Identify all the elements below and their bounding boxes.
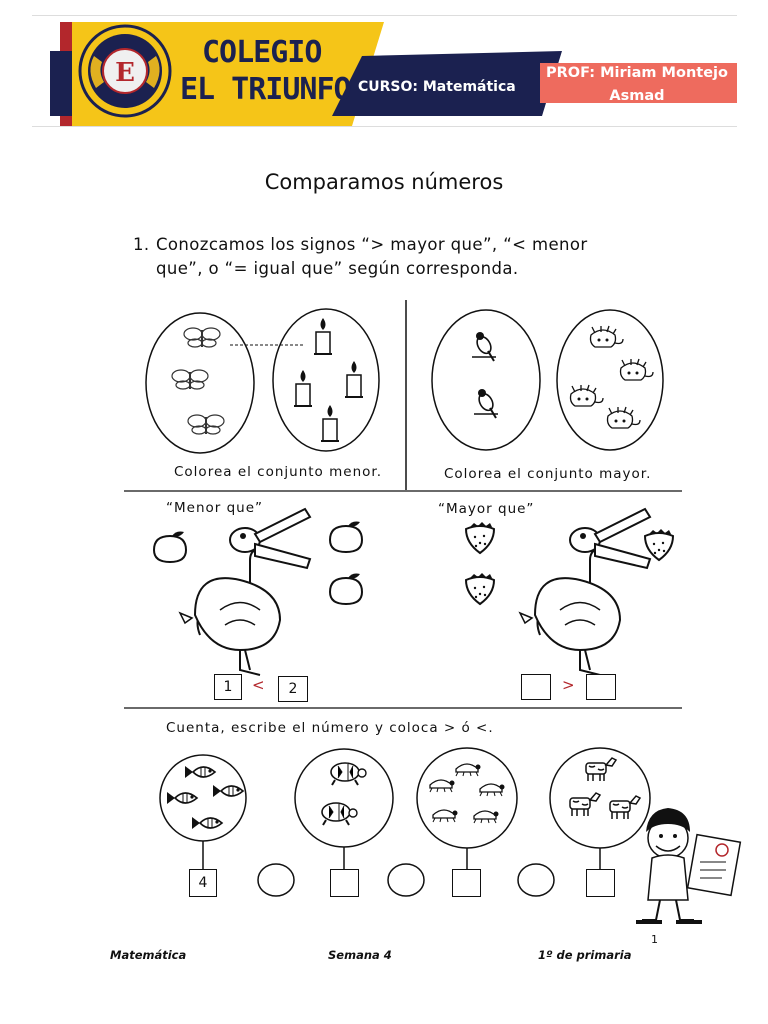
butterfly-set bbox=[146, 313, 254, 453]
count-box-goats[interactable] bbox=[586, 869, 615, 897]
svg-text:E: E bbox=[115, 58, 135, 88]
footer-grade: 1º de primaria bbox=[538, 948, 632, 962]
answer-box-right-1[interactable] bbox=[521, 674, 551, 700]
label-less-than: “Menor que” bbox=[166, 500, 264, 516]
bird-set bbox=[432, 310, 540, 450]
answer-box-left-1[interactable]: 1 bbox=[214, 674, 242, 700]
page-number: 1 bbox=[651, 933, 658, 946]
footer-subject: Matemática bbox=[110, 948, 187, 962]
count-box-insects[interactable] bbox=[452, 869, 481, 897]
less-than-sign: < bbox=[252, 676, 265, 694]
instruction-line1: Conozcamos los signos “> mayor que”, “< menor bbox=[156, 235, 588, 254]
boy-with-paper-icon bbox=[636, 808, 740, 922]
count-box-fish[interactable]: 4 bbox=[189, 869, 217, 897]
answer-box-right-2[interactable] bbox=[586, 674, 616, 700]
caption-color-larger-set: Colorea el conjunto mayor. bbox=[444, 466, 652, 482]
school-name-line2: EL TRIUNFO bbox=[180, 72, 351, 107]
caption-count-and-compare: Cuenta, escribe el número y coloca > ó <. bbox=[166, 720, 494, 736]
page-title: Comparamos números bbox=[264, 170, 504, 194]
teacher-name-line1: PROF: Miriam Montejo bbox=[546, 65, 728, 81]
school-name-line1: COLEGIO bbox=[202, 35, 322, 70]
course-label: CURSO: Matemática bbox=[358, 79, 516, 95]
count-box-turtles[interactable] bbox=[330, 869, 359, 897]
greater-than-sign: > bbox=[562, 676, 575, 694]
insect-set bbox=[417, 748, 517, 848]
caption-color-smaller-set: Colorea el conjunto menor. bbox=[174, 464, 382, 480]
teacher-name-line2: Asmad bbox=[609, 88, 665, 104]
label-greater-than: “Mayor que” bbox=[438, 501, 535, 517]
footer-week: Semana 4 bbox=[328, 948, 392, 962]
instruction-line2: que”, o “= igual que” según corresponda. bbox=[156, 259, 519, 278]
answer-box-left-2[interactable]: 2 bbox=[278, 676, 308, 702]
instruction-number: 1. bbox=[133, 235, 150, 254]
candle-set bbox=[273, 309, 379, 451]
